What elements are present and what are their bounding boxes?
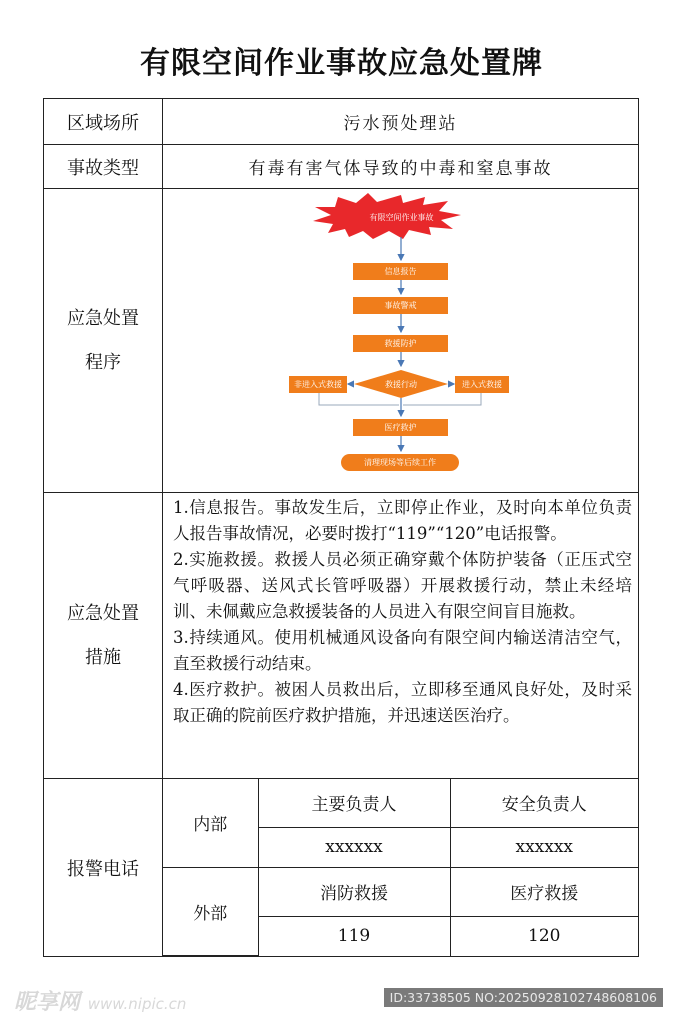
flow-non-entry-rescue: 非进入式救援 bbox=[289, 376, 347, 393]
emergency-board-table bbox=[43, 98, 639, 957]
flow-step-protection: 救援防护 bbox=[353, 335, 448, 352]
flow-decision: 救援行动 bbox=[385, 380, 417, 389]
measure-item-3: 3.持续通风。使用机械通风设备向有限空间内输送清洁空气，直至救援行动结束。 bbox=[173, 628, 632, 673]
main-person-phone: xxxxxx bbox=[258, 827, 450, 867]
internal-label: 内部 bbox=[163, 779, 258, 867]
watermark-logo bbox=[14, 985, 186, 1016]
measure-item-2: 2.实施救援。救援人员必须正确穿戴个体防护装备（正压式空气呼吸器、送风式长管呼吸器）开展救援行动，禁止未经培训、未佩戴应急救援装备的人员进入有限空间盲目施救。 bbox=[173, 550, 632, 621]
phone-cell bbox=[163, 779, 639, 957]
accident-type-value: 有毒有害气体导致的中毒和窒息事故 bbox=[163, 145, 639, 189]
flow-step-info-report: 信息报告 bbox=[353, 263, 448, 280]
medical-rescue-header: 医疗救援 bbox=[450, 867, 638, 916]
page-title: 有限空间作业事故应急处置牌 bbox=[140, 46, 543, 81]
procedure-label-line2: 程序 bbox=[85, 351, 121, 373]
area-value: 污水预处理站 bbox=[163, 99, 639, 145]
flow-step-alert: 事故警戒 bbox=[353, 297, 448, 314]
flowchart-cell bbox=[163, 189, 639, 493]
measures-text bbox=[163, 493, 639, 779]
accident-type-label: 事故类型 bbox=[44, 145, 163, 189]
flowchart bbox=[163, 189, 638, 492]
procedure-label-line1: 应急处置 bbox=[67, 307, 139, 329]
fire-rescue-header: 消防救援 bbox=[258, 867, 450, 916]
watermark-brand: 昵享网 bbox=[14, 990, 81, 1015]
watermark-url: www.nipic.cn bbox=[87, 995, 187, 1013]
measure-item-1: 1.信息报告。事故发生后，立即停止作业，及时向本单位负责人报告事故情况，必要时拨打“119”“120”电话报警。 bbox=[173, 498, 632, 543]
measures-label bbox=[44, 493, 163, 779]
safety-person-header: 安全负责人 bbox=[450, 779, 638, 827]
fire-rescue-phone: 119 bbox=[258, 917, 450, 956]
measures-label-line2: 措施 bbox=[85, 646, 121, 668]
main-person-header: 主要负责人 bbox=[258, 779, 450, 827]
image-id-text: ID:33738505 NO:20250928102748608106 bbox=[384, 988, 663, 1007]
flow-step-medical: 医疗救护 bbox=[353, 419, 448, 436]
flow-entry-rescue: 进入式救援 bbox=[455, 376, 509, 393]
phone-label: 报警电话 bbox=[44, 779, 163, 957]
measures-label-line1: 应急处置 bbox=[67, 602, 139, 624]
flow-end: 清理现场等后续工作 bbox=[341, 454, 459, 471]
safety-person-phone: xxxxxx bbox=[450, 827, 638, 867]
external-label: 外部 bbox=[163, 867, 258, 955]
measure-item-4: 4.医疗救护。被困人员救出后，立即移至通风良好处，及时采取正确的院前医疗救护措施，并迅速送医治疗。 bbox=[173, 680, 632, 725]
phone-table bbox=[163, 779, 638, 956]
area-label: 区域场所 bbox=[44, 99, 163, 145]
flow-start: 有限空间作业事故 bbox=[369, 213, 434, 222]
medical-rescue-phone: 120 bbox=[450, 917, 638, 956]
procedure-label bbox=[44, 189, 163, 493]
